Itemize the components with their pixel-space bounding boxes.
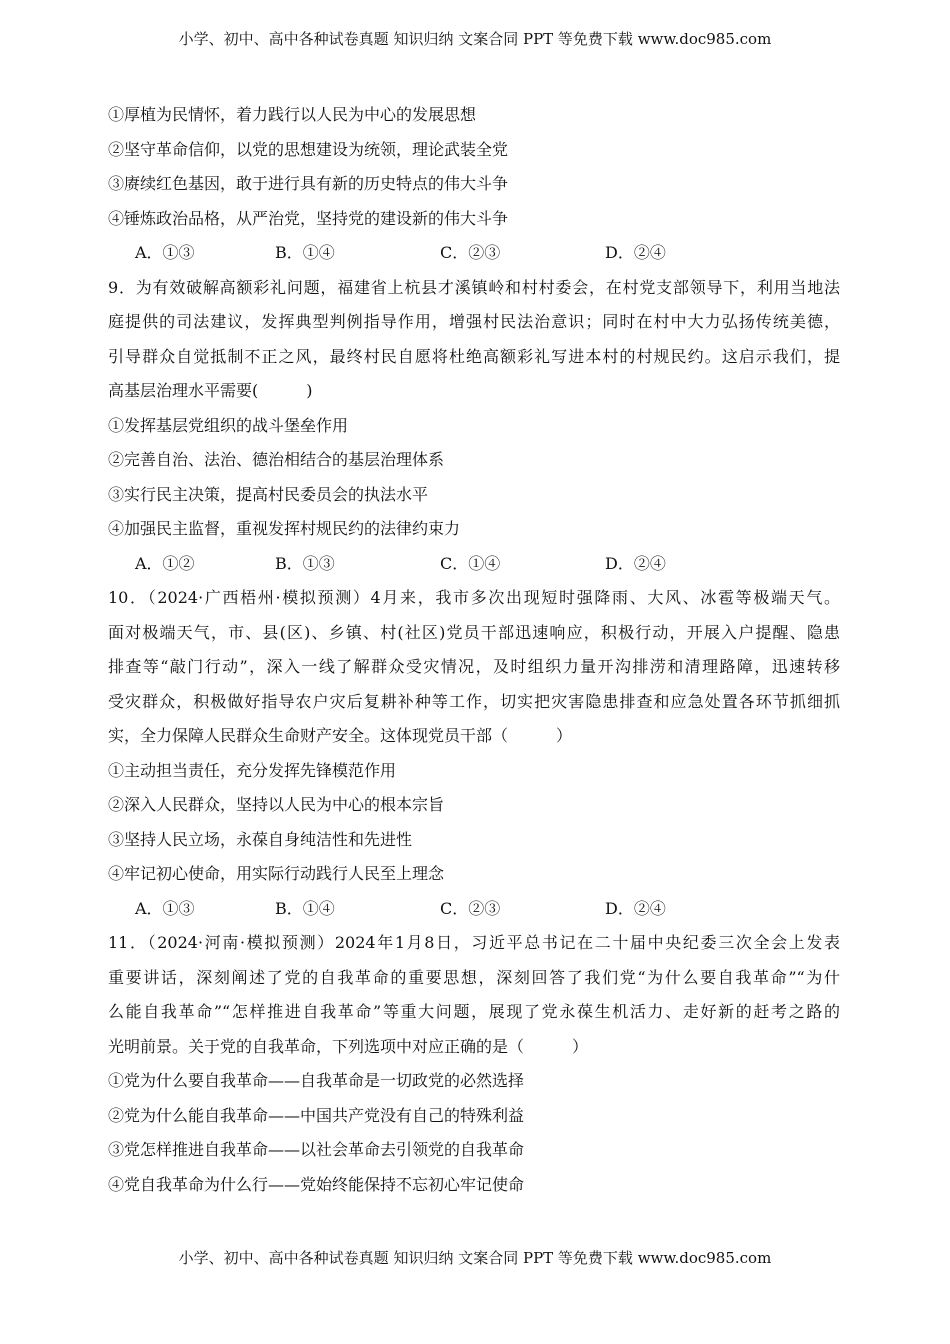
statement-item: ②坚守革命信仰，以党的思想建设为统领，理论武装全党 (108, 139, 509, 159)
question-stem-line: 10．（2024·广西梧州·模拟预测）4月来，我市多次出现短时强降雨、大风、冰雹等极端天气。 (108, 588, 840, 607)
option-d: D．②④ (605, 553, 666, 573)
statement-item: ①发挥基层党组织的战斗堡垒作用 (108, 415, 349, 435)
answer-options (108, 239, 840, 274)
statement-item: ④党自我革命为什么行——党始终能保持不忘初心牢记使命 (108, 1174, 525, 1194)
page-header: 小学、初中、高中各种试卷真题 知识归纳 文案合同 PPT 等免费下载 www.doc985.com (178, 30, 772, 48)
option-a: A．①② (135, 553, 195, 573)
question-stem-line: 9．为有效破解高额彩礼问题，福建省上杭县才溪镇岭和村村委会，在村党支部领导下，利用当地法 (108, 277, 840, 297)
option-b: B．①③ (275, 553, 335, 573)
option-b: B．①④ (275, 898, 335, 918)
statement-item: ③赓续红色基因，敢于进行具有新的历史特点的伟大斗争 (108, 174, 509, 193)
question-stem-line: 排查等“敲门行动”，深入一线了解群众受灾情况，及时组织力量开沟排涝和清理路障，迅速转移 (108, 657, 840, 676)
question-stem-line: 高基层治理水平需要( ) (108, 381, 313, 400)
statement-item: ②深入人民群众，坚持以人民为中心的根本宗旨 (108, 795, 445, 814)
question-stem-line: 么能自我革命”“怎样推进自我革命”等重大问题，展现了党永葆生机活力、走好新的赶考之路的 (108, 1002, 840, 1021)
question-stem-line: 实，全力保障人民群众生命财产安全。这体现党员干部（ ） (108, 726, 573, 745)
question-stem-line: 引导群众自觉抵制不正之风，最终村民自愿将杜绝高额彩礼写进本村的村规民约。这启示我们，提 (108, 346, 840, 366)
statement-item: ④牢记初心使命，用实际行动践行人民至上理念 (108, 864, 445, 883)
option-b: B．①④ (275, 243, 335, 262)
option-a: A．①③ (135, 898, 195, 918)
question-stem-line: 受灾群众，积极做好指导农户灾后复耕补种等工作，切实把灾害隐患排查和应急处置各环节抓细抓 (108, 691, 840, 711)
statement-item: ①厚植为民情怀，着力践行以人民为中心的发展思想 (108, 105, 477, 124)
option-c: C．①④ (440, 553, 501, 573)
statement-item: ④加强民主监督，重视发挥村规民约的法律约束力 (108, 519, 461, 538)
question-stem-line: 面对极端天气，市、县(区)、乡镇、村(社区)党员干部迅速响应，积极行动，开展入户提醒、隐患 (108, 622, 840, 642)
option-c: C．②③ (440, 243, 501, 262)
option-a: A．①③ (135, 243, 195, 262)
statement-item: ①党为什么要自我革命——自我革命是一切政党的必然选择 (108, 1071, 525, 1090)
statement-item: ①主动担当责任，充分发挥先锋模范作用 (108, 760, 397, 780)
option-d: D．②④ (605, 898, 666, 918)
statement-item: ②党为什么能自我革命——中国共产党没有自己的特殊利益 (108, 1105, 525, 1125)
statement-item: ③坚持人民立场，永葆自身纯洁性和先进性 (108, 829, 413, 849)
document-body (108, 101, 840, 1205)
question-stem-line: 11．（2024·河南·模拟预测）2024年1月8日，习近平总书记在二十届中央纪委三次全会上发表 (108, 933, 840, 952)
statement-item: ③党怎样推进自我革命——以社会革命去引领党的自我革命 (108, 1140, 525, 1159)
answer-options (108, 550, 840, 585)
page-footer: 小学、初中、高中各种试卷真题 知识归纳 文案合同 PPT 等免费下载 www.doc985.com (178, 1249, 772, 1267)
option-c: C．②③ (440, 898, 501, 918)
answer-options (108, 895, 840, 930)
statement-item: ③实行民主决策，提高村民委员会的执法水平 (108, 484, 429, 504)
statement-item: ④锤炼政治品格，从严治党，坚持党的建设新的伟大斗争 (108, 208, 509, 228)
question-stem-line: 重要讲话，深刻阐述了党的自我革命的重要思想，深刻回答了我们党“为什么要自我革命”“为什 (108, 967, 840, 987)
question-stem-line: 光明前景。关于党的自我革命，下列选项中对应正确的是（ ） (108, 1036, 589, 1056)
statement-item: ②完善自治、法治、德治相结合的基层治理体系 (108, 450, 445, 469)
option-d: D．②④ (605, 243, 666, 262)
question-stem-line: 庭提供的司法建议，发挥典型判例指导作用，增强村民法治意识；同时在村中大力弘扬传统美德， (108, 312, 840, 331)
